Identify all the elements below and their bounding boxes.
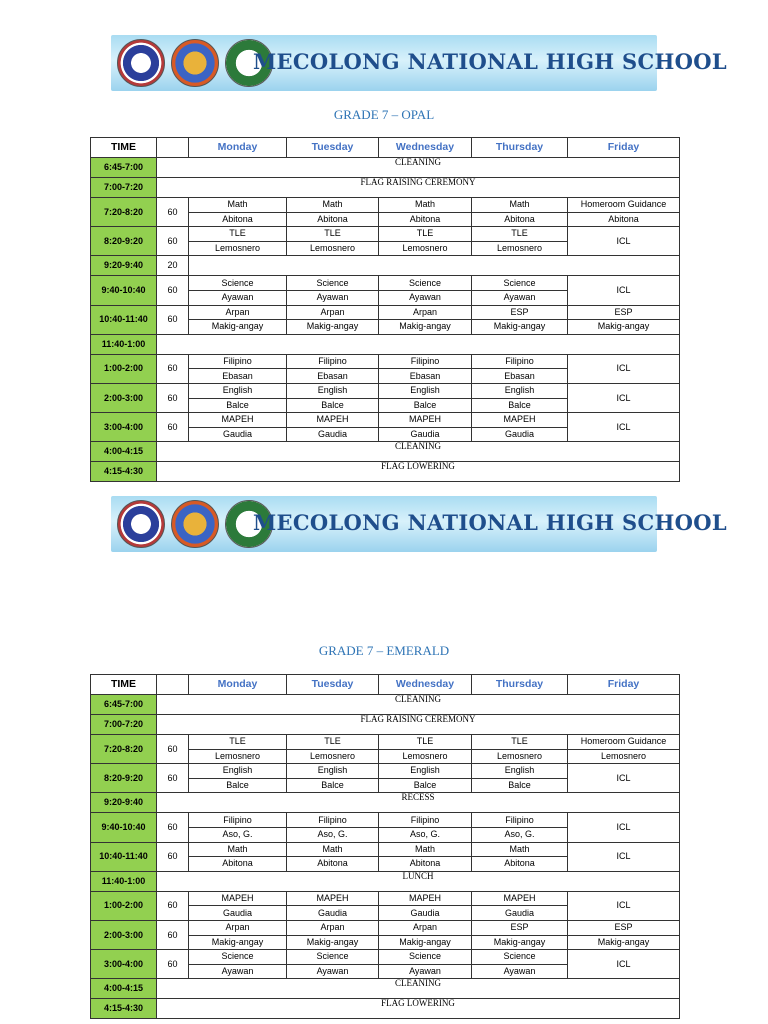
subject-cell: TLE bbox=[379, 735, 472, 750]
subject-cell: TLE bbox=[379, 227, 472, 242]
duration-minutes: 60 bbox=[157, 813, 189, 842]
time-slot: 2:00-3:00 bbox=[91, 920, 157, 949]
subject-cell: Math bbox=[379, 198, 472, 213]
subject-cell: ICL bbox=[568, 891, 680, 920]
subject-cell: Science bbox=[472, 276, 568, 291]
subject-cell: Math bbox=[287, 842, 379, 857]
schedule-title-2: GRADE 7 – EMERALD bbox=[318, 643, 450, 658]
subject-cell: Science bbox=[189, 950, 287, 965]
duration-minutes: 60 bbox=[157, 305, 189, 334]
teacher-cell: Gaudia bbox=[287, 427, 379, 442]
time-slot: 6:45-7:00 bbox=[91, 158, 157, 178]
subject-cell: English bbox=[472, 764, 568, 779]
subject-cell: ICL bbox=[568, 413, 680, 442]
time-slot: 9:40-10:40 bbox=[91, 276, 157, 305]
day-header-tuesday: Tuesday bbox=[287, 138, 379, 158]
time-header: TIME bbox=[91, 675, 157, 695]
teacher-cell: Gaudia bbox=[472, 906, 568, 921]
table-row bbox=[91, 920, 680, 935]
subject-cell: MAPEH bbox=[379, 413, 472, 428]
table-row bbox=[91, 715, 680, 735]
table-row bbox=[91, 276, 680, 291]
table-row bbox=[91, 178, 680, 198]
time-slot: 4:00-4:15 bbox=[91, 442, 157, 462]
subject-cell: TLE bbox=[472, 227, 568, 242]
teacher-cell: Abitona bbox=[472, 857, 568, 872]
time-slot: 4:00-4:15 bbox=[91, 979, 157, 999]
teacher-cell: Abitona bbox=[189, 212, 287, 227]
teacher-cell: Lemosnero bbox=[379, 241, 472, 256]
teacher-cell: Makig-angay bbox=[189, 935, 287, 950]
activity-cell: FLAG RAISING CEREMONY bbox=[157, 178, 680, 198]
deped-seal-icon bbox=[117, 39, 165, 87]
duration-minutes: 60 bbox=[157, 227, 189, 256]
table-row bbox=[91, 950, 680, 965]
day-header-monday: Monday bbox=[189, 138, 287, 158]
teacher-cell: Makig-angay bbox=[287, 320, 379, 335]
time-header: TIME bbox=[91, 138, 157, 158]
school-banner-1 bbox=[111, 35, 727, 91]
teacher-cell: Ayawan bbox=[379, 964, 472, 979]
subject-cell: Math bbox=[189, 842, 287, 857]
subject-cell: ICL bbox=[568, 950, 680, 979]
deped-seal-icon bbox=[117, 500, 165, 548]
subject-cell: Science bbox=[287, 950, 379, 965]
day-header-monday: Monday bbox=[189, 675, 287, 695]
day-header-thursday: Thursday bbox=[472, 675, 568, 695]
time-slot: 9:40-10:40 bbox=[91, 813, 157, 842]
teacher-cell: Lemosnero bbox=[287, 241, 379, 256]
duration-minutes: 60 bbox=[157, 198, 189, 227]
duration-minutes: 60 bbox=[157, 950, 189, 979]
table-row bbox=[91, 999, 680, 1019]
table-row bbox=[91, 842, 680, 857]
teacher-cell: Gaudia bbox=[189, 427, 287, 442]
activity-cell: LUNCH bbox=[157, 871, 680, 891]
subject-cell: Filipino bbox=[472, 813, 568, 828]
duration-minutes: 60 bbox=[157, 354, 189, 383]
teacher-cell: Balce bbox=[379, 398, 472, 413]
teacher-cell: Gaudia bbox=[472, 427, 568, 442]
teacher-cell: Ebasan bbox=[287, 369, 379, 384]
teacher-cell: Balce bbox=[472, 398, 568, 413]
day-header-friday: Friday bbox=[568, 675, 680, 695]
duration-minutes: 60 bbox=[157, 276, 189, 305]
subject-cell: Arpan bbox=[189, 305, 287, 320]
subject-cell: Science bbox=[189, 276, 287, 291]
time-slot: 8:20-9:20 bbox=[91, 227, 157, 256]
teacher-cell: Makig-angay bbox=[472, 935, 568, 950]
table-row bbox=[91, 383, 680, 398]
table-row bbox=[91, 979, 680, 999]
subject-cell: Math bbox=[472, 198, 568, 213]
table-row bbox=[91, 462, 680, 482]
table-row bbox=[91, 198, 680, 213]
subject-cell: English bbox=[379, 764, 472, 779]
activity-cell: FLAG LOWERING bbox=[157, 462, 680, 482]
teacher-cell: Balce bbox=[189, 778, 287, 793]
subject-cell: Filipino bbox=[287, 354, 379, 369]
banner-logos bbox=[117, 500, 273, 548]
subject-cell: English bbox=[287, 383, 379, 398]
table-row bbox=[91, 227, 680, 242]
teacher-cell: Lemosnero bbox=[189, 241, 287, 256]
subject-cell: ESP bbox=[472, 305, 568, 320]
subject-cell: ICL bbox=[568, 354, 680, 383]
subject-cell: MAPEH bbox=[379, 891, 472, 906]
subject-cell: Science bbox=[379, 276, 472, 291]
teacher-cell: Aso, G. bbox=[379, 827, 472, 842]
subject-cell: TLE bbox=[472, 735, 568, 750]
day-header-wednesday: Wednesday bbox=[379, 675, 472, 695]
teacher-cell: Makig-angay bbox=[287, 935, 379, 950]
teacher-cell: Ayawan bbox=[379, 290, 472, 305]
activity-cell: CLEANING bbox=[157, 442, 680, 462]
time-slot: 7:00-7:20 bbox=[91, 715, 157, 735]
subject-cell: English bbox=[379, 383, 472, 398]
table-row bbox=[91, 695, 680, 715]
teacher-cell: Lemosnero bbox=[472, 749, 568, 764]
teacher-cell: Ayawan bbox=[287, 964, 379, 979]
day-header-friday: Friday bbox=[568, 138, 680, 158]
teacher-cell: Makig-angay bbox=[379, 935, 472, 950]
teacher-cell: Makig-angay bbox=[379, 320, 472, 335]
class-schedule-table-2 bbox=[90, 674, 680, 1019]
time-slot: 10:40-11:40 bbox=[91, 842, 157, 871]
subject-cell: TLE bbox=[287, 227, 379, 242]
subject-cell: Arpan bbox=[379, 305, 472, 320]
time-slot: 3:00-4:00 bbox=[91, 950, 157, 979]
time-slot: 2:00-3:00 bbox=[91, 383, 157, 412]
subject-cell: Filipino bbox=[287, 813, 379, 828]
subject-cell: MAPEH bbox=[472, 891, 568, 906]
subject-cell: ICL bbox=[568, 813, 680, 842]
teacher-cell: Makig-angay bbox=[189, 320, 287, 335]
day-header-tuesday: Tuesday bbox=[287, 675, 379, 695]
division-seal-icon bbox=[171, 500, 219, 548]
teacher-cell: Ayawan bbox=[189, 964, 287, 979]
duration-minutes: 60 bbox=[157, 383, 189, 412]
subject-cell: Filipino bbox=[472, 354, 568, 369]
table-row bbox=[91, 793, 680, 813]
subject-cell: Homeroom Guidance bbox=[568, 198, 680, 213]
teacher-cell: Lemosnero bbox=[287, 749, 379, 764]
teacher-cell: Lemosnero bbox=[189, 749, 287, 764]
minutes-header bbox=[157, 138, 189, 158]
teacher-cell: Lemosnero bbox=[379, 749, 472, 764]
subject-cell: Arpan bbox=[287, 920, 379, 935]
teacher-cell: Balce bbox=[472, 778, 568, 793]
subject-cell: ESP bbox=[568, 305, 680, 320]
teacher-cell: Abitona bbox=[189, 857, 287, 872]
school-name: MECOLONG NATIONAL HIGH SCHOOL bbox=[253, 49, 727, 74]
subject-cell: MAPEH bbox=[472, 413, 568, 428]
time-slot: 3:00-4:00 bbox=[91, 413, 157, 442]
activity-cell bbox=[189, 256, 680, 276]
table-row bbox=[91, 735, 680, 750]
teacher-cell: Balce bbox=[287, 778, 379, 793]
teacher-cell: Gaudia bbox=[287, 906, 379, 921]
teacher-cell: Balce bbox=[189, 398, 287, 413]
activity-cell: RECESS bbox=[157, 793, 680, 813]
table-row bbox=[91, 158, 680, 178]
teacher-cell: Abitona bbox=[379, 857, 472, 872]
time-slot: 8:20-9:20 bbox=[91, 764, 157, 793]
table-row bbox=[91, 334, 680, 354]
table-row bbox=[91, 813, 680, 828]
duration-minutes: 60 bbox=[157, 764, 189, 793]
time-slot: 11:40-1:00 bbox=[91, 334, 157, 354]
subject-cell: ICL bbox=[568, 764, 680, 793]
subject-cell: Science bbox=[472, 950, 568, 965]
subject-cell: ICL bbox=[568, 276, 680, 305]
subject-cell: Science bbox=[287, 276, 379, 291]
teacher-cell: Balce bbox=[379, 778, 472, 793]
teacher-cell: Ayawan bbox=[287, 290, 379, 305]
day-header-wednesday: Wednesday bbox=[379, 138, 472, 158]
subject-cell: Filipino bbox=[189, 354, 287, 369]
time-slot: 4:15-4:30 bbox=[91, 462, 157, 482]
subject-cell: English bbox=[287, 764, 379, 779]
subject-cell: English bbox=[472, 383, 568, 398]
teacher-cell: Abitona bbox=[472, 212, 568, 227]
banner-logos bbox=[117, 39, 273, 87]
teacher-cell: Makig-angay bbox=[568, 320, 680, 335]
table-row bbox=[91, 256, 680, 276]
time-slot: 10:40-11:40 bbox=[91, 305, 157, 334]
table-row bbox=[91, 305, 680, 320]
teacher-cell: Abitona bbox=[568, 212, 680, 227]
subject-cell: Math bbox=[379, 842, 472, 857]
subject-cell: English bbox=[189, 383, 287, 398]
teacher-cell: Abitona bbox=[379, 212, 472, 227]
subject-cell: Arpan bbox=[287, 305, 379, 320]
activity-cell: FLAG LOWERING bbox=[157, 999, 680, 1019]
subject-cell: MAPEH bbox=[287, 413, 379, 428]
table-row bbox=[91, 354, 680, 369]
subject-cell: Filipino bbox=[379, 354, 472, 369]
teacher-cell: Abitona bbox=[287, 857, 379, 872]
teacher-cell: Ayawan bbox=[189, 290, 287, 305]
time-slot: 9:20-9:40 bbox=[91, 793, 157, 813]
minutes-header bbox=[157, 675, 189, 695]
teacher-cell: Ebasan bbox=[189, 369, 287, 384]
subject-cell: Math bbox=[287, 198, 379, 213]
time-slot: 1:00-2:00 bbox=[91, 891, 157, 920]
teacher-cell: Lemosnero bbox=[472, 241, 568, 256]
table-row bbox=[91, 413, 680, 428]
duration-minutes: 60 bbox=[157, 891, 189, 920]
duration-minutes: 20 bbox=[157, 256, 189, 276]
table-row bbox=[91, 442, 680, 462]
subject-cell: ICL bbox=[568, 227, 680, 256]
teacher-cell: Lemosnero bbox=[568, 749, 680, 764]
duration-minutes: 60 bbox=[157, 735, 189, 764]
table-row bbox=[91, 871, 680, 891]
time-slot: 7:00-7:20 bbox=[91, 178, 157, 198]
teacher-cell: Ebasan bbox=[379, 369, 472, 384]
table-row bbox=[91, 891, 680, 906]
school-name: MECOLONG NATIONAL HIGH SCHOOL bbox=[253, 510, 727, 535]
subject-cell: ESP bbox=[472, 920, 568, 935]
table-row bbox=[91, 764, 680, 779]
teacher-cell: Aso, G. bbox=[287, 827, 379, 842]
subject-cell: English bbox=[189, 764, 287, 779]
subject-cell: Math bbox=[472, 842, 568, 857]
time-slot: 7:20-8:20 bbox=[91, 198, 157, 227]
subject-cell: MAPEH bbox=[189, 413, 287, 428]
activity-cell bbox=[157, 334, 680, 354]
teacher-cell: Gaudia bbox=[379, 906, 472, 921]
teacher-cell: Gaudia bbox=[189, 906, 287, 921]
time-slot: 4:15-4:30 bbox=[91, 999, 157, 1019]
teacher-cell: Makig-angay bbox=[568, 935, 680, 950]
time-slot: 9:20-9:40 bbox=[91, 256, 157, 276]
activity-cell: CLEANING bbox=[157, 979, 680, 999]
teacher-cell: Ebasan bbox=[472, 369, 568, 384]
teacher-cell: Aso, G. bbox=[189, 827, 287, 842]
teacher-cell: Gaudia bbox=[379, 427, 472, 442]
subject-cell: Homeroom Guidance bbox=[568, 735, 680, 750]
time-slot: 1:00-2:00 bbox=[91, 354, 157, 383]
subject-cell: MAPEH bbox=[189, 891, 287, 906]
subject-cell: Arpan bbox=[189, 920, 287, 935]
activity-cell: CLEANING bbox=[157, 158, 680, 178]
duration-minutes: 60 bbox=[157, 413, 189, 442]
division-seal-icon bbox=[171, 39, 219, 87]
subject-cell: TLE bbox=[287, 735, 379, 750]
teacher-cell: Aso, G. bbox=[472, 827, 568, 842]
subject-cell: ICL bbox=[568, 842, 680, 871]
teacher-cell: Ayawan bbox=[472, 290, 568, 305]
schedule-title-1: GRADE 7 – OPAL bbox=[333, 107, 435, 122]
activity-cell: FLAG RAISING CEREMONY bbox=[157, 715, 680, 735]
table-header-row bbox=[91, 675, 680, 695]
teacher-cell: Abitona bbox=[287, 212, 379, 227]
school-banner-2 bbox=[111, 496, 727, 552]
time-slot: 11:40-1:00 bbox=[91, 871, 157, 891]
duration-minutes: 60 bbox=[157, 842, 189, 871]
subject-cell: TLE bbox=[189, 227, 287, 242]
subject-cell: Filipino bbox=[189, 813, 287, 828]
subject-cell: Science bbox=[379, 950, 472, 965]
class-schedule-table-1 bbox=[90, 137, 680, 482]
teacher-cell: Ayawan bbox=[472, 964, 568, 979]
subject-cell: Arpan bbox=[379, 920, 472, 935]
teacher-cell: Balce bbox=[287, 398, 379, 413]
time-slot: 7:20-8:20 bbox=[91, 735, 157, 764]
subject-cell: ESP bbox=[568, 920, 680, 935]
subject-cell: MAPEH bbox=[287, 891, 379, 906]
subject-cell: ICL bbox=[568, 383, 680, 412]
subject-cell: Math bbox=[189, 198, 287, 213]
subject-cell: Filipino bbox=[379, 813, 472, 828]
teacher-cell: Makig-angay bbox=[472, 320, 568, 335]
subject-cell: TLE bbox=[189, 735, 287, 750]
duration-minutes: 60 bbox=[157, 920, 189, 949]
time-slot: 6:45-7:00 bbox=[91, 695, 157, 715]
activity-cell: CLEANING bbox=[157, 695, 680, 715]
table-header-row bbox=[91, 138, 680, 158]
day-header-thursday: Thursday bbox=[472, 138, 568, 158]
